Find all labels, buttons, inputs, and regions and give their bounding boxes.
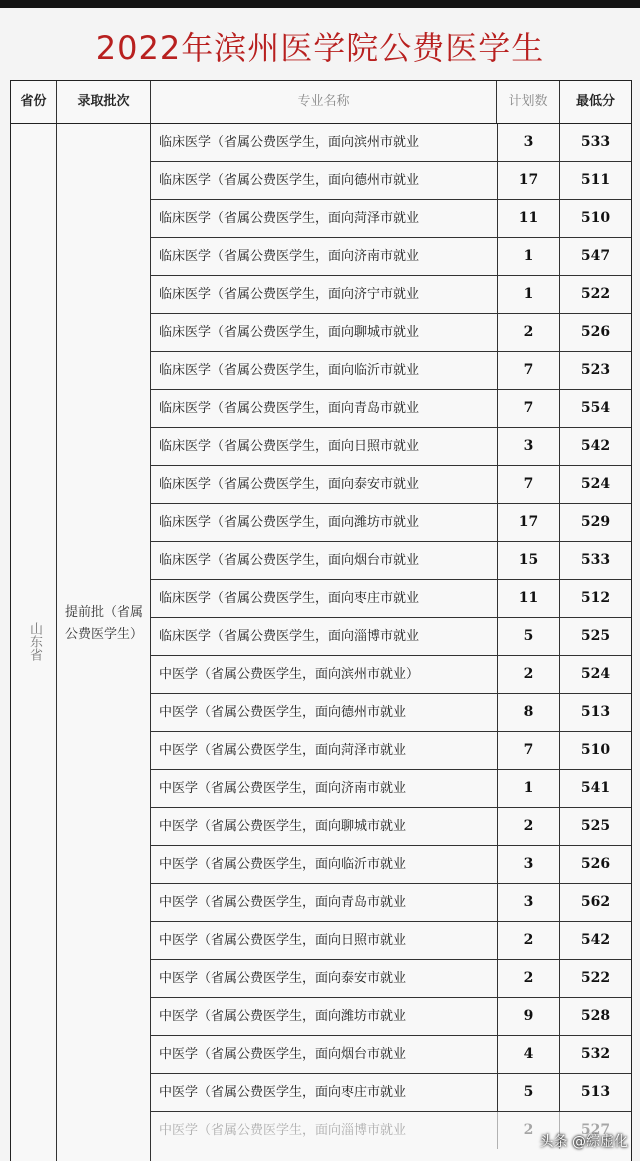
table-row	[151, 1036, 631, 1074]
major-cell: 中医学（省属公费医学生，面向济南市就业	[159, 781, 407, 796]
table-row	[151, 314, 631, 352]
major-cell: 中医学（省属公费医学生，面向菏泽市就业	[159, 743, 407, 758]
plan-cell: 17	[497, 504, 560, 541]
plan-cell: 2	[497, 960, 560, 997]
admission-table	[10, 80, 632, 1161]
major-cell: 临床医学（省属公费医学生，面向临沂市就业	[159, 363, 420, 378]
min-score-cell: 524	[580, 666, 611, 682]
table-row	[151, 428, 631, 466]
table-row	[151, 960, 631, 998]
min-score-cell: 541	[580, 780, 611, 796]
header-min-score: 最低分	[575, 94, 615, 109]
plan-cell: 2	[497, 1112, 560, 1149]
header-major: 专业名称	[151, 81, 497, 123]
document-page	[0, 8, 640, 1161]
batch-column	[57, 124, 151, 1161]
plan-cell: 2	[497, 314, 560, 351]
min-score-cell: 524	[580, 476, 611, 492]
min-score-cell: 542	[580, 438, 611, 454]
plan-cell: 1	[497, 238, 560, 275]
table-row	[151, 542, 631, 580]
table-row	[151, 846, 631, 884]
min-score-cell: 526	[580, 324, 611, 340]
watermark: 头条 @綜虚化	[539, 1134, 628, 1150]
major-cell: 临床医学（省属公费医学生，面向淄博市就业	[159, 629, 420, 644]
min-score-cell: 522	[580, 286, 611, 302]
table-row	[151, 162, 631, 200]
major-cell: 中医学（省属公费医学生，面向临沂市就业	[159, 857, 407, 872]
major-cell: 临床医学（省属公费医学生，面向济南市就业	[159, 249, 420, 264]
major-cell: 临床医学（省属公费医学生，面向德州市就业	[159, 173, 420, 188]
plan-cell: 7	[497, 390, 560, 427]
min-score-cell: 513	[580, 704, 611, 720]
min-score-cell: 522	[580, 970, 611, 986]
table-row	[151, 466, 631, 504]
table-row	[151, 1074, 631, 1112]
major-cell: 临床医学（省属公费医学生，面向日照市就业	[159, 439, 420, 454]
min-score-cell: 532	[580, 1046, 611, 1062]
major-cell: 中医学（省属公费医学生，面向泰安市就业	[159, 971, 407, 986]
plan-cell: 1	[497, 770, 560, 807]
min-score-cell: 529	[580, 514, 611, 530]
major-cell: 中医学（省属公费医学生，面向烟台市就业	[159, 1047, 407, 1062]
province-cell: 山东省	[27, 621, 42, 661]
table-row	[151, 808, 631, 846]
table-row	[151, 124, 631, 162]
table-row	[151, 998, 631, 1036]
table-row	[151, 694, 631, 732]
min-score-cell: 542	[580, 932, 611, 948]
min-score-cell: 528	[580, 1008, 611, 1024]
province-column	[11, 124, 57, 1161]
plan-cell: 7	[497, 466, 560, 503]
major-cell: 临床医学（省属公费医学生，面向聊城市就业	[159, 325, 420, 340]
min-score-cell: 510	[580, 742, 611, 758]
plan-cell: 17	[497, 162, 560, 199]
min-score-cell: 523	[580, 362, 611, 378]
table-row	[151, 922, 631, 960]
major-cell: 临床医学（省属公费医学生，面向菏泽市就业	[159, 211, 420, 226]
min-score-cell: 533	[580, 134, 611, 150]
major-cell: 中医学（省属公费医学生，面向日照市就业	[159, 933, 407, 948]
page-title: 2022年滨州医学院公费医学生	[95, 29, 545, 67]
plan-cell: 9	[497, 998, 560, 1035]
table-row	[151, 390, 631, 428]
major-cell: 临床医学（省属公费医学生，面向青岛市就业	[159, 401, 420, 416]
min-score-cell: 512	[580, 590, 611, 606]
plan-cell: 2	[497, 808, 560, 845]
plan-cell: 11	[497, 200, 560, 237]
min-score-cell: 554	[580, 400, 611, 416]
batch-cell: 提前批（省属公费医学生）	[65, 605, 144, 642]
plan-cell: 2	[497, 922, 560, 959]
min-score-cell: 511	[580, 172, 611, 188]
plan-cell: 8	[497, 694, 560, 731]
table-row	[151, 238, 631, 276]
header-plan: 计划数	[497, 81, 560, 123]
table-row	[151, 504, 631, 542]
plan-cell: 5	[497, 618, 560, 655]
plan-cell: 3	[497, 428, 560, 465]
header-province: 省份	[11, 81, 57, 123]
header-batch: 录取批次	[57, 81, 151, 123]
plan-cell: 11	[497, 580, 560, 617]
table-row	[151, 618, 631, 656]
plan-cell: 7	[497, 732, 560, 769]
min-score-cell: 525	[580, 628, 611, 644]
major-cell: 临床医学（省属公费医学生，面向枣庄市就业	[159, 591, 420, 606]
plan-cell: 3	[497, 124, 560, 161]
table-row	[151, 732, 631, 770]
table-row	[151, 352, 631, 390]
table-row	[151, 200, 631, 238]
plan-cell: 3	[497, 846, 560, 883]
plan-cell: 1	[497, 276, 560, 313]
major-cell: 中医学（省属公费医学生，面向聊城市就业	[159, 819, 407, 834]
major-cell: 中医学（省属公费医学生，面向滨州市就业）	[159, 667, 420, 682]
min-score-cell: 525	[580, 818, 611, 834]
plan-cell: 2	[497, 656, 560, 693]
min-score-cell: 547	[580, 248, 611, 264]
table-row	[151, 276, 631, 314]
table-row	[151, 580, 631, 618]
major-cell: 临床医学（省属公费医学生，面向济宁市就业	[159, 287, 420, 302]
plan-cell: 3	[497, 884, 560, 921]
table-row	[151, 884, 631, 922]
plan-cell: 5	[497, 1074, 560, 1111]
major-cell: 中医学（省属公费医学生，面向潍坊市就业	[159, 1009, 407, 1024]
plan-cell: 4	[497, 1036, 560, 1073]
major-cell: 临床医学（省属公费医学生，面向潍坊市就业	[159, 515, 420, 530]
major-cell: 中医学（省属公费医学生，面向德州市就业	[159, 705, 407, 720]
table-row	[151, 656, 631, 694]
major-cell: 中医学（省属公费医学生，面向枣庄市就业	[159, 1085, 407, 1100]
major-cell: 中医学（省属公费医学生，面向淄博市就业	[159, 1123, 407, 1138]
min-score-cell: 527	[580, 1122, 611, 1138]
min-score-cell: 513	[580, 1084, 611, 1100]
major-cell: 临床医学（省属公费医学生，面向滨州市就业	[159, 135, 420, 150]
plan-cell: 7	[497, 352, 560, 389]
major-cell: 临床医学（省属公费医学生，面向泰安市就业	[159, 477, 420, 492]
min-score-cell: 510	[580, 210, 611, 226]
table-row	[151, 770, 631, 808]
min-score-cell: 562	[580, 894, 611, 910]
major-cell: 临床医学（省属公费医学生，面向烟台市就业	[159, 553, 420, 568]
major-cell: 中医学（省属公费医学生，面向青岛市就业	[159, 895, 407, 910]
min-score-cell: 526	[580, 856, 611, 872]
min-score-cell: 533	[580, 552, 611, 568]
plan-cell: 15	[497, 542, 560, 579]
